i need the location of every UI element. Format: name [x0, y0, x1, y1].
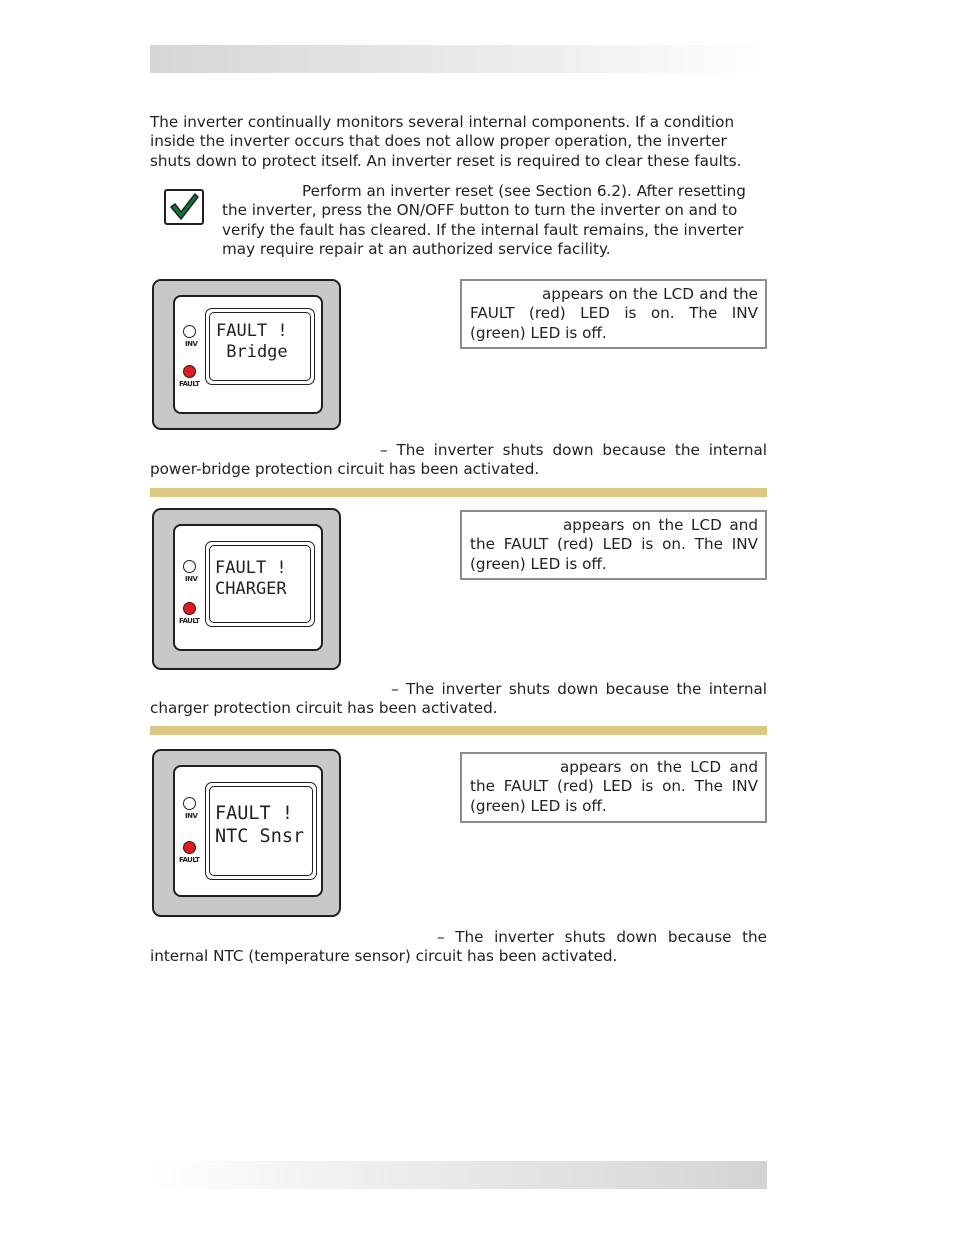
fault-description-box	[460, 279, 767, 349]
lcd-line-1: FAULT !	[215, 803, 293, 824]
check-mark-icon	[164, 189, 204, 225]
fault-led	[183, 602, 196, 615]
inv-led	[183, 797, 196, 810]
note-body: Perform an inverter reset (see Section 6.2). After resetting the inverter, press the ON/OFF button to turn the inverter on and to verify the fault has cleared. If the internal fault remains, the inverter may require repair at an authorized service facility.	[222, 182, 746, 258]
fault-led	[183, 841, 196, 854]
panel-face	[173, 765, 323, 897]
lcd-line-2: NTC Snsr	[215, 826, 305, 847]
panel-face	[173, 295, 323, 414]
lcd-line-1: FAULT !	[216, 321, 288, 341]
fault-description: appears on the LCD and the FAULT (red) LED is on. The INV (green) LED is off.	[470, 516, 758, 573]
fault-led-label: FAULT	[179, 617, 200, 625]
lcd-screen	[209, 545, 311, 623]
lcd-panel-charger	[152, 508, 341, 670]
intro-paragraph: The inverter continually monitors several internal components. If a condition inside the inverter occurs that does not allow proper operation, the inverter shuts down to protect itself. An inverter reset is required to clear these faults.	[150, 113, 742, 170]
fault-led-label: FAULT	[179, 380, 200, 388]
inv-led	[183, 325, 196, 338]
lcd-panel-ntc	[152, 749, 341, 917]
lcd-display	[205, 782, 317, 880]
fault-description-box	[460, 510, 767, 580]
fault-cause-text: – The inverter shuts down because the internal NTC (temperature sensor) circuit has been activated.	[150, 928, 767, 966]
section-divider	[150, 726, 767, 735]
inv-led-label: INV	[185, 812, 198, 820]
note-text	[222, 182, 767, 259]
fault-led	[183, 365, 196, 378]
fault-cause	[150, 441, 767, 480]
lcd-line-2: CHARGER	[215, 579, 287, 599]
fault-description: appears on the LCD and the FAULT (red) LED is on. The INV (green) LED is off.	[470, 758, 758, 815]
fault-cause-text: – The inverter shuts down because the internal charger protection circuit has been activated.	[150, 680, 767, 718]
lcd-panel-bridge	[152, 279, 341, 430]
lcd-display	[205, 541, 315, 627]
lcd-display	[205, 308, 315, 385]
section-divider	[150, 488, 767, 497]
header-bar	[150, 45, 767, 73]
lcd-line-2: Bridge	[216, 342, 288, 362]
inv-led-label: INV	[185, 340, 198, 348]
lcd-screen	[209, 786, 313, 876]
fault-cause-text: – The inverter shuts down because the internal power-bridge protection circuit has been activated.	[150, 441, 767, 479]
fault-description-box	[460, 752, 767, 823]
fault-description: appears on the LCD and the FAULT (red) LED is on. The INV (green) LED is off.	[470, 285, 758, 342]
lcd-screen	[209, 312, 311, 381]
footer-bar	[150, 1161, 767, 1189]
inv-led	[183, 560, 196, 573]
panel-face	[173, 524, 323, 651]
fault-cause	[150, 680, 767, 719]
inv-led-label: INV	[185, 575, 198, 583]
fault-cause	[150, 928, 767, 967]
lcd-line-1: FAULT !	[215, 558, 287, 578]
fault-led-label: FAULT	[179, 856, 200, 864]
